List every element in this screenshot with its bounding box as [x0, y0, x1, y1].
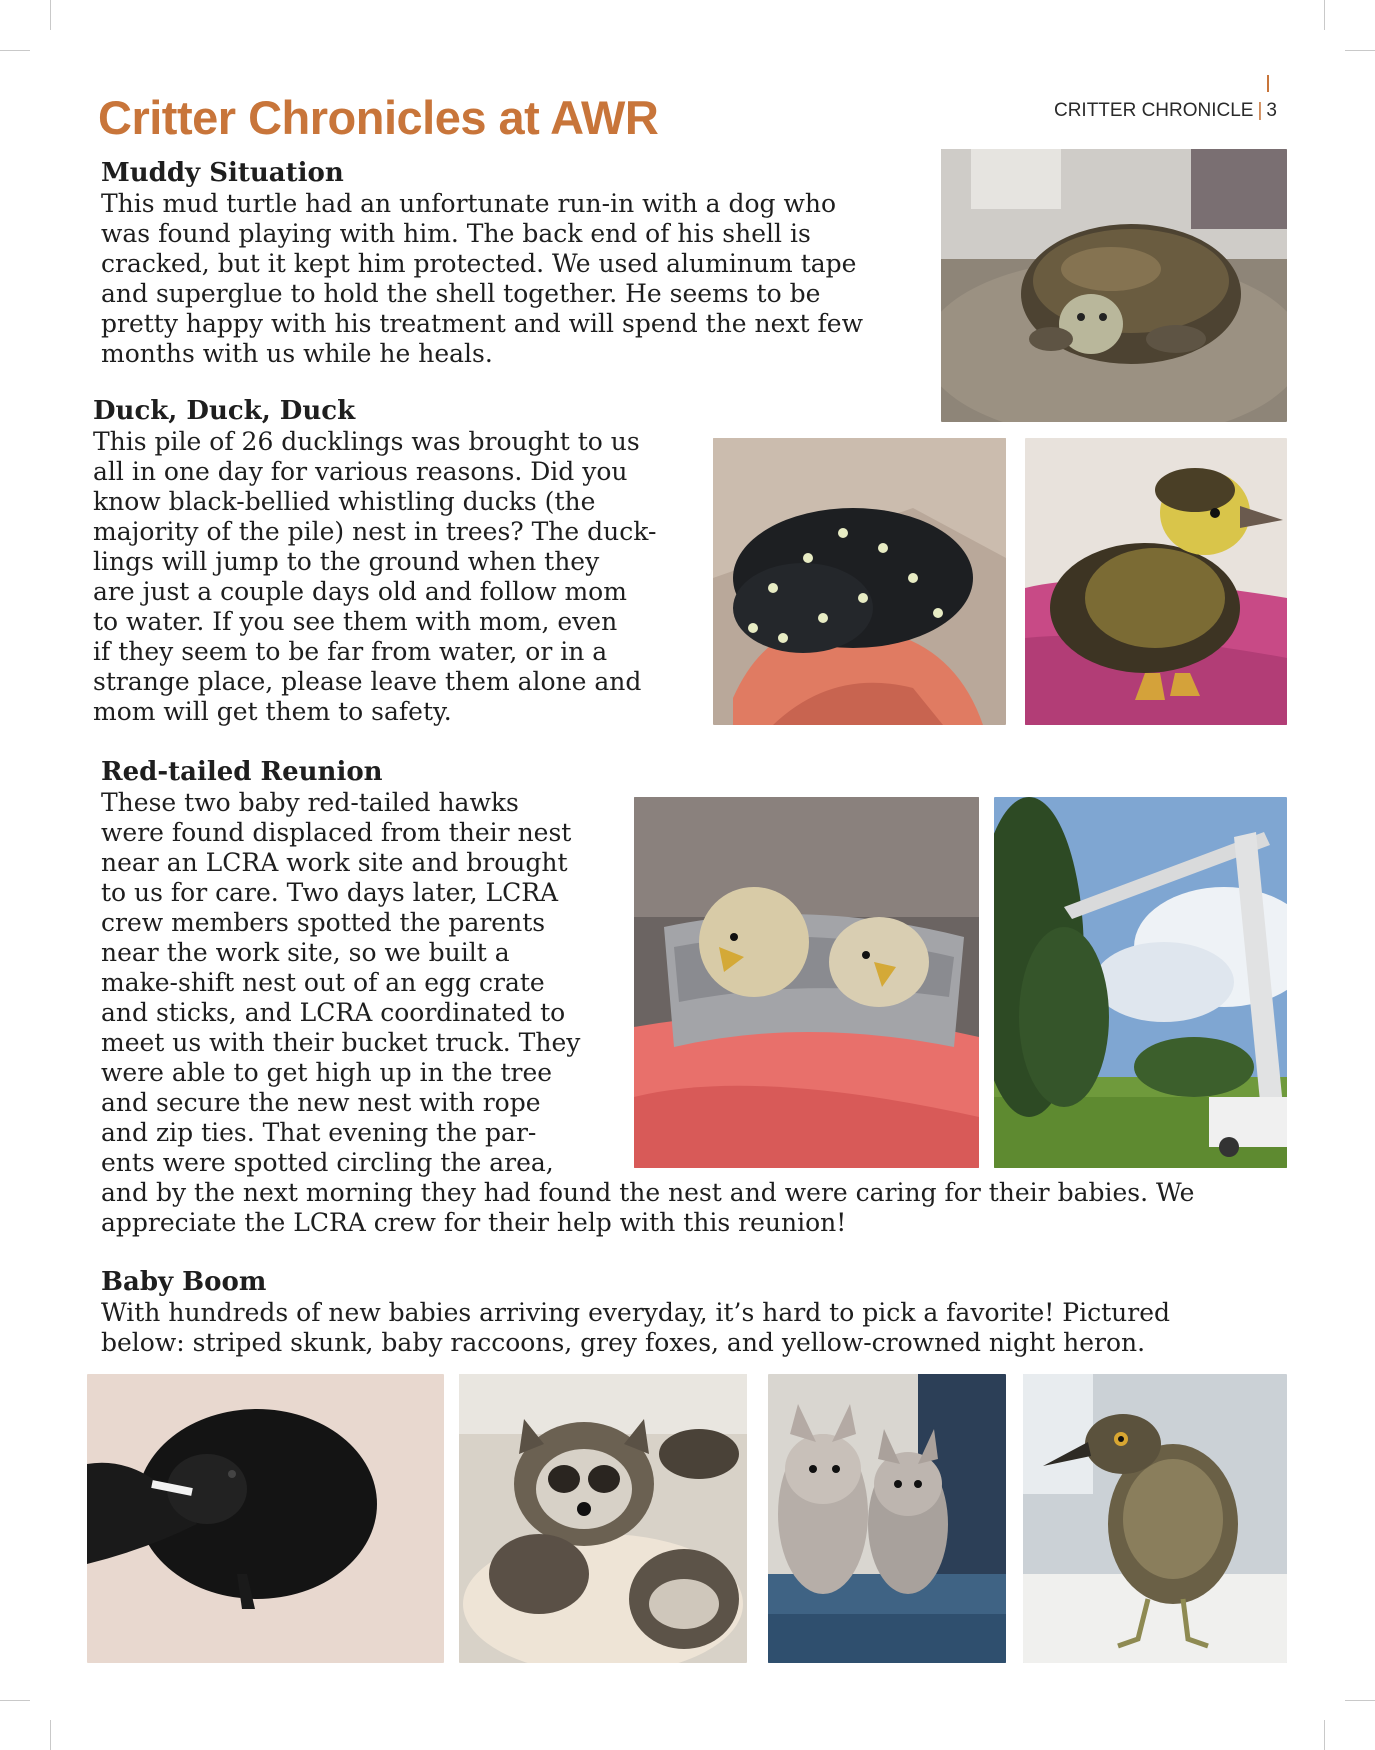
body-line: meet us with their bucket truck. They: [101, 1028, 581, 1057]
body-line: if they seem to be far from water, or in a: [93, 637, 608, 666]
body-line: This mud turtle had an unfortunate run-in with a dog who: [101, 189, 837, 218]
body-line: and superglue to hold the shell together. He seems to be: [101, 279, 821, 308]
page-title: Critter Chronicles at AWR: [98, 91, 659, 144]
crop-mark: [1345, 1700, 1375, 1701]
body-line: all in one day for various reasons. Did you: [93, 457, 628, 486]
raccoons-photo: [459, 1374, 747, 1663]
body-line: and zip ties. That evening the par-: [101, 1118, 537, 1147]
section-body-duck: [93, 427, 656, 727]
crop-mark: [1324, 1720, 1325, 1750]
section-heading-baby: Baby Boom: [101, 1267, 267, 1297]
body-line: was found playing with him. The back end of his shell is: [101, 219, 811, 248]
crop-mark: [50, 1720, 51, 1750]
body-line: and sticks, and LCRA coordinated to: [101, 998, 566, 1027]
body-line: near an LCRA work site and brought: [101, 848, 568, 877]
crop-mark: [1324, 0, 1325, 30]
body-line: This pile of 26 ducklings was brought to us: [93, 427, 640, 456]
body-line: With hundreds of new babies arriving everyday, it’s hard to pick a favorite! Pictured: [101, 1298, 1171, 1327]
section-body-baby: [101, 1298, 1170, 1358]
body-line: mom will get them to safety.: [93, 697, 452, 726]
body-line: near the work site, so we built a: [101, 938, 510, 967]
bucket-truck-photo: [994, 797, 1287, 1168]
grey-foxes-photo: [768, 1374, 1006, 1663]
header-tick: [1267, 75, 1269, 92]
body-line: were found displaced from their nest: [101, 818, 572, 847]
ducklings-pile-photo: [713, 438, 1006, 725]
crop-mark: [50, 0, 51, 30]
section-body-muddy: [101, 189, 863, 369]
body-line: know black-bellied whistling ducks (the: [93, 487, 596, 516]
body-line: and by the next morning they had found the nest and were caring for their babies. We: [101, 1178, 1195, 1207]
turtle-photo: [941, 149, 1287, 422]
running-head-label: CRITTER CHRONICLE: [1053, 100, 1254, 121]
body-line: and secure the new nest with rope: [101, 1088, 541, 1117]
section-heading-hawk: Red-tailed Reunion: [101, 757, 383, 787]
page-number: 3: [1266, 100, 1277, 121]
body-line: cracked, but it kept him protected. We used aluminum tape: [101, 249, 857, 278]
body-line: months with us while he heals.: [101, 339, 493, 368]
body-line: below: striped skunk, baby raccoons, grey foxes, and yellow-crowned night heron.: [101, 1328, 1146, 1357]
hawk-chicks-photo: [634, 797, 979, 1168]
running-head-separator: |: [1257, 100, 1263, 121]
body-line: were able to get high up in the tree: [101, 1058, 553, 1087]
body-line: lings will jump to the ground when they: [93, 547, 600, 576]
running-head: [1054, 100, 1277, 122]
body-line: ents were spotted circling the area,: [101, 1148, 554, 1177]
body-line: make-shift nest out of an egg crate: [101, 968, 545, 997]
body-line: appreciate the LCRA crew for their help with this reunion!: [101, 1208, 847, 1237]
duckling-photo: [1025, 438, 1287, 725]
crop-mark: [0, 1700, 30, 1701]
body-line: These two baby red-tailed hawks: [101, 788, 519, 817]
body-line: crew members spotted the parents: [101, 908, 546, 937]
body-line: to water. If you see them with mom, even: [93, 607, 618, 636]
body-line: to us for care. Two days later, LCRA: [101, 878, 559, 907]
section-heading-duck: Duck, Duck, Duck: [93, 396, 356, 426]
body-line: strange place, please leave them alone and: [93, 667, 642, 696]
body-line: majority of the pile) nest in trees? The duck-: [93, 517, 657, 546]
crop-mark: [1345, 50, 1375, 51]
body-line: pretty happy with his treatment and will spend the next few: [101, 309, 863, 338]
crop-mark: [0, 50, 30, 51]
skunk-photo: [87, 1374, 444, 1663]
night-heron-photo: [1023, 1374, 1287, 1663]
body-line: are just a couple days old and follow mom: [93, 577, 627, 606]
section-heading-muddy: Muddy Situation: [101, 158, 344, 188]
